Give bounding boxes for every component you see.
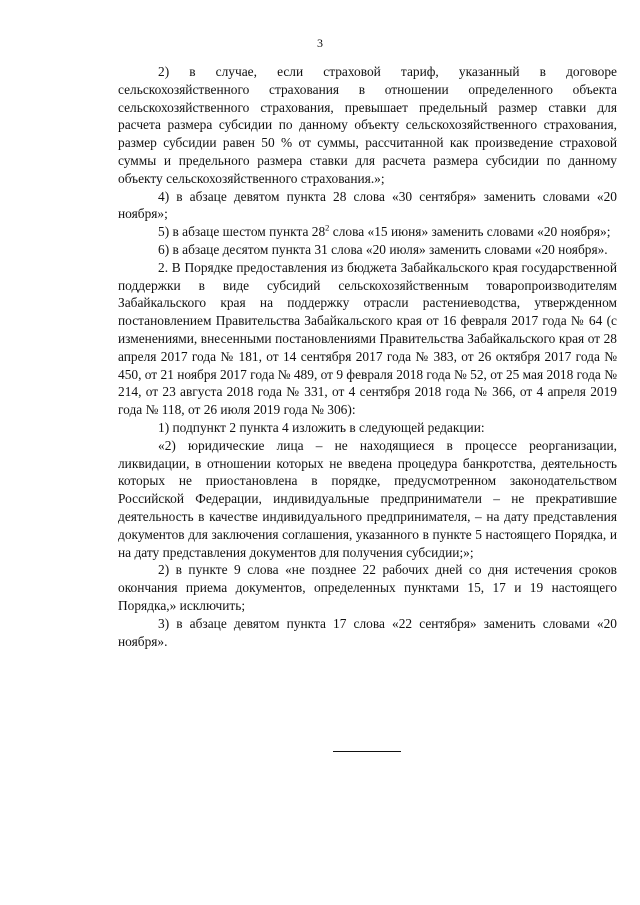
paragraph-item-5-clause-28-2 <box>118 223 617 241</box>
document-body <box>118 63 617 650</box>
superscript-number: 2 <box>325 222 330 233</box>
paragraph-section-2: 2. В Порядке предоставления из бюджета Забайкальского края государственной поддержки в виде субсидий сельскохозяйственным товаропроизводителям Забайкальского края на поддержку отрасли растениеводства, утвержденном постановлением Правительства Забайкальского края от 16 февраля 2017 года № 64 (с изменениями, внесенными постановлениями Правительства Забайкальского края от 28 апреля 2017 года № 181, от 14 сентября 2017 года № 383, от 26 октября 2017 года № 450, от 21 ноября 2017 года № 489, от 9 февраля 2018 года № 52, от 25 мая 2018 года № 214, от 23 августа 2018 года № 331, от 4 сентября 2018 года № 366, от 4 апреля 2019 года № 118, от 26 июля 2019 года № 306): <box>118 259 617 418</box>
paragraph-subclause-1: 1) подпункт 2 пункта 4 изложить в следующей редакции: <box>158 419 485 435</box>
paragraph-item-2-insurance-tariff: 2) в случае, если страховой тариф, указанный в договоре сельскохозяйственного страхования в отношении определенного объекта сельскохозяйственного страхования, превышает предельный размер ставки для расчета размера субсидии по данному объекту сельскохозяйственного страхования, размер субсидии равен 50 % от суммы, рассчитанной как произведение страховой суммы и предельного размера ставки для расчета размера субсидии по данному объекту сельскохозяйственного страхования.»; <box>118 64 617 186</box>
paragraph-item-4-clause-28: 4) в абзаце девятом пункта 28 слова «30 сентября» заменить словами «20 ноября»; <box>118 188 617 222</box>
end-separator-line <box>333 751 401 752</box>
paragraph-text-after-superscript: слова «15 июня» заменить словами «20 ноября»; <box>329 224 611 240</box>
paragraph-item-3-clause-17: 3) в абзаце девятом пункта 17 слова «22 сентября» заменить словами «20 ноября». <box>118 615 617 649</box>
page-number: 3 <box>317 36 323 50</box>
paragraph-item-2-clause-9: 2) в пункте 9 слова «не позднее 22 рабочих дней со дня истечения сроков окончания приема документов, определенных пунктами 15, 17 и 19 настоящего Порядка,» исключить; <box>118 562 617 613</box>
paragraph-item-6-clause-31: 6) в абзаце десятом пункта 31 слова «20 июля» заменить словами «20 ноября». <box>158 241 608 257</box>
paragraph-text-before-superscript: 5) в абзаце шестом пункта 28 <box>158 224 326 240</box>
paragraph-quoted-legal-entities: «2) юридические лица – не находящиеся в процессе реорганизации, ликвидации, в отношении которых не введена процедура банкротства, деятельность которых не приостановлена в порядке, предусмотренном законодательством Российской Федерации, индивидуальные предприниматели – не прекратившие деятельность в качестве индивидуального предпринимателя, – на дату представления документов для заключения соглашения, указанного в пункте 5 настоящего Порядка, и на дату представления документов для получения субсидии;»; <box>118 437 617 560</box>
